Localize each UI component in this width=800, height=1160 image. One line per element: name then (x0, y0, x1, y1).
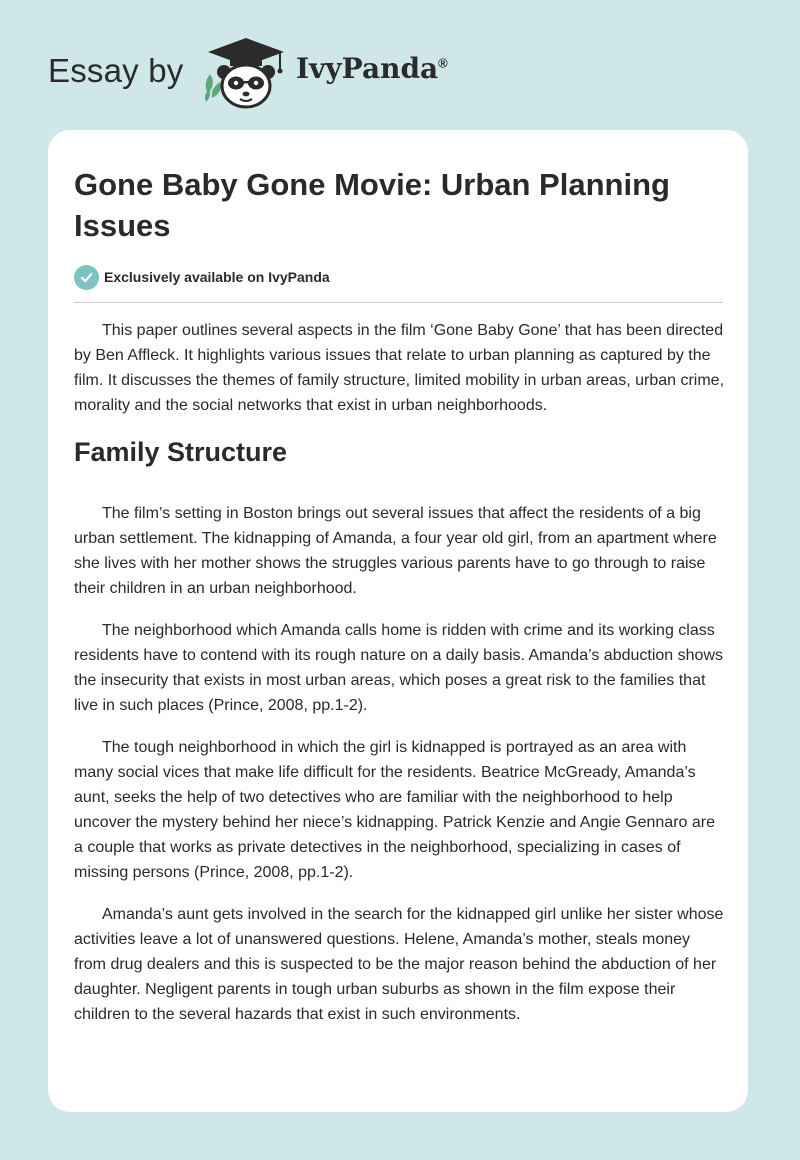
brand-name-text: IvyPanda (296, 52, 439, 85)
exclusive-badge-label: Exclusively available on IvyPanda (104, 269, 330, 285)
exclusive-badge (74, 264, 330, 290)
panda-logo-icon[interactable] (200, 36, 292, 110)
body-paragraph: The film’s setting in Boston brings out several issues that affect the residents of a big urban settlement. The kidnapping of Amanda, a four year old girl, from an apartment where she lives with her mother shows the struggles various parents have to go through to raise their children in an urban neighborhood. (74, 505, 717, 597)
body-paragraph: Amanda’s aunt gets involved in the search for the kidnapped girl unlike her sister whose activities leave a lot of unanswered questions. Helene, Amanda’s mother, steals money from drug dealers and this is suspected to be the major reason behind the abduction of her daughter. Negligent parents in tough urban suburbs as shown in the film expose their children to the several hazards that exist in such environments. (74, 906, 724, 1023)
brand-name[interactable] (296, 52, 448, 85)
essay-body (74, 318, 726, 1044)
divider (74, 302, 723, 303)
section-heading: Family Structure (74, 437, 288, 467)
body-paragraph: The neighborhood which Amanda calls home is ridden with crime and its working class residents have to contend with its rough nature on a daily basis. Amanda’s abduction shows the insecurity that exists in most urban areas, which poses a great risk to the families that live in such places (Prince, 2008, pp.1-2). (74, 622, 723, 714)
essay-card (48, 130, 748, 1112)
site-header (0, 0, 800, 130)
page-title: Gone Baby Gone Movie: Urban Planning Issues (74, 167, 670, 243)
intro-paragraph: This paper outlines several aspects in the film ‘Gone Baby Gone’ that has been directed by Ben Affleck. It highlights various issues that relate to urban planning as captured by the film. It discusses the themes of family structure, limited mobility in urban areas, urban crime, morality and the social networks that exist in urban neighborhoods. (74, 322, 725, 414)
registered-mark: ® (438, 55, 448, 71)
essay-by-label: Essay by (48, 52, 184, 89)
body-paragraph: The tough neighborhood in which the girl is kidnapped is portrayed as an area with many social vices that make life difficult for the residents. Beatrice McGready, Amanda’s aunt, seeks the help of two detectives who are familiar with the neighborhood to help uncover the mystery behind her niece’s kidnapping. Patrick Kenzie and Angie Gennaro are a couple that works as private detectives in the neighborhood, specializing in cases of missing persons (Prince, 2008, pp.1-2). (74, 739, 715, 881)
checkmark-icon (74, 265, 99, 290)
